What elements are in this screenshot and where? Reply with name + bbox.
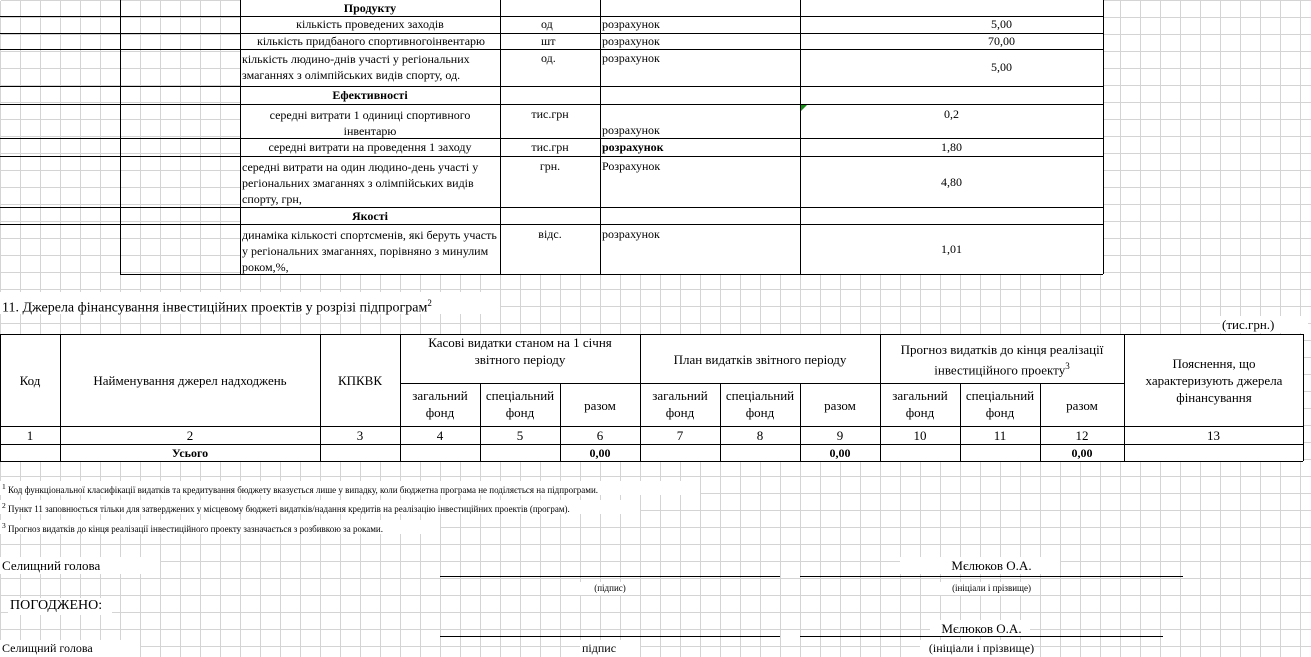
indicator-name: кількість придбаного спортивногоінвентарю bbox=[256, 34, 485, 48]
indicator-name: динаміка кількості спортсменів, які беруть участь у регіональних змаганнях, порівняно з минулим роком,%, bbox=[242, 228, 497, 274]
signature-label: (підпис) bbox=[594, 583, 626, 593]
indicator-value: 5,00 bbox=[991, 17, 1012, 31]
indicator-source: розрахунок bbox=[602, 123, 660, 137]
units-label: (тис.грн.) bbox=[1222, 317, 1275, 332]
indicator-name: середні витрати 1 одиниці спортивного інвентарю bbox=[269, 108, 471, 138]
pogodzheno-label: ПОГОДЖЕНО: bbox=[10, 598, 103, 613]
signature-role-2: Селищний голова bbox=[2, 641, 93, 655]
column-number: 9 bbox=[836, 428, 844, 443]
column-number: 3 bbox=[356, 428, 364, 443]
indicator-unit: грн. bbox=[539, 159, 561, 173]
signature-role-1: Селищний голова bbox=[2, 558, 101, 573]
signature-name-1: Мєлюков О.А. bbox=[951, 558, 1032, 573]
column-number: 8 bbox=[756, 428, 764, 443]
header-razom: разом bbox=[1066, 398, 1098, 413]
header-kasovi: Касові видатки станом на 1 січня звітного періоду bbox=[428, 335, 612, 367]
section-label-efficiency: Ефективності bbox=[332, 88, 408, 102]
total-col6: 0,00 bbox=[589, 446, 611, 460]
indicator-unit: шт bbox=[541, 34, 556, 48]
total-label: Усього bbox=[171, 446, 209, 460]
header-prognoz: Прогноз видатків до кінця реалізації інвестиційного проекту$^3$ bbox=[900, 342, 1104, 378]
header-kpkvk: КПКВК bbox=[337, 373, 383, 388]
indicator-unit: од bbox=[541, 17, 553, 31]
header-name: Найменування джерел надходжень bbox=[93, 373, 287, 388]
indicator-source: розрахунок bbox=[602, 17, 660, 31]
signature-label-2: підпис bbox=[582, 641, 617, 655]
signature-name-2: Мєлюков О.А. bbox=[941, 621, 1022, 636]
indicator-value: 5,00 bbox=[991, 60, 1012, 74]
column-number: 6 bbox=[596, 428, 604, 443]
indicator-unit: од. bbox=[541, 51, 556, 65]
header-plan: План видатків звітного періоду bbox=[673, 352, 847, 367]
indicator-value: 1,01 bbox=[941, 242, 962, 256]
initials-label-2: (ініціали і прізвище) bbox=[928, 641, 1035, 655]
header-zagalnyi: загальний фонд bbox=[412, 388, 468, 420]
header-razom: разом bbox=[584, 398, 616, 413]
indicator-value: 0,2 bbox=[944, 107, 959, 121]
indicator-source: розрахунок bbox=[602, 227, 660, 241]
indicator-name: середні витрати на один людино-день участі у регіональних змаганнях з олімпійських видів спорту, грн, bbox=[242, 160, 479, 206]
indicator-name: кількість людино-днів участі у регіональних змаганнях з олімпійських видів спорту, од. bbox=[242, 52, 470, 82]
section-label-quality: Якості bbox=[352, 209, 388, 223]
column-number: 4 bbox=[436, 428, 444, 443]
indicator-source: Розрахунок bbox=[602, 159, 661, 173]
section-11-title: 11. Джерела фінансування інвестиційних проектів у розрізі підпрограм$^2$ bbox=[2, 298, 432, 316]
section-label-product: Продукту bbox=[343, 1, 397, 15]
footnote-ref: 3 bbox=[1065, 361, 1070, 371]
header-zagalnyi: загальний фонд bbox=[892, 388, 948, 420]
total-col9: 0,00 bbox=[829, 446, 851, 460]
indicator-source: розрахунок bbox=[602, 51, 660, 65]
header-razom: разом bbox=[824, 398, 856, 413]
header-poyasnennya: Пояснення, що характеризують джерела фінансування bbox=[1145, 356, 1283, 405]
indicator-source: розрахунок bbox=[602, 34, 660, 48]
column-number: 11 bbox=[993, 428, 1007, 443]
indicator-value: 70,00 bbox=[988, 34, 1015, 48]
indicator-name: кількість проведених заходів bbox=[296, 17, 444, 31]
column-number: 5 bbox=[516, 428, 524, 443]
column-number: 2 bbox=[186, 428, 194, 443]
indicator-unit: тис.грн bbox=[531, 107, 569, 121]
comment-marker-icon bbox=[801, 105, 807, 111]
column-number: 1 bbox=[26, 428, 34, 443]
footnote-2: $^2$ Пункт 11 заповнюється тільки для затверджених у місцевому бюджеті видатків/надання кредитів на реалізацію інвестиційних проектів (програм). bbox=[2, 501, 570, 514]
column-number: 7 bbox=[676, 428, 684, 443]
header-specialnyi: спеціальний фонд bbox=[965, 388, 1035, 420]
indicator-value: 1,80 bbox=[941, 140, 962, 154]
indicator-unit: відс. bbox=[538, 227, 562, 241]
header-specialnyi: спеціальний фонд bbox=[485, 388, 555, 420]
header-specialnyi: спеціальний фонд bbox=[725, 388, 795, 420]
initials-label: (ініціали і прізвище) bbox=[952, 583, 1031, 593]
header-kod: Код bbox=[19, 373, 41, 388]
footnote-1: $^1$ Код функціональної класифікації видатків та кредитування бюджету вказується лише у випадку, коли бюджетна програма не поділяється на підпрограми. bbox=[2, 482, 599, 495]
indicator-unit: тис.грн bbox=[531, 140, 569, 154]
column-number: 13 bbox=[1207, 428, 1220, 443]
column-number: 10 bbox=[913, 428, 927, 443]
indicator-name: середні витрати на проведення 1 заходу bbox=[268, 140, 472, 154]
footnote-3: $^3$ Прогноз видатків до кінця реалізації інвестиційного проекту зазначається з розбивкою за роками. bbox=[2, 521, 383, 534]
column-number: 12 bbox=[1075, 428, 1089, 443]
footnote-ref: 2 bbox=[427, 298, 432, 308]
header-zagalnyi: загальний фонд bbox=[652, 388, 708, 420]
total-col12: 0,00 bbox=[1071, 446, 1093, 460]
indicator-value: 4,80 bbox=[941, 175, 962, 189]
indicator-source: розрахунок bbox=[602, 140, 664, 154]
